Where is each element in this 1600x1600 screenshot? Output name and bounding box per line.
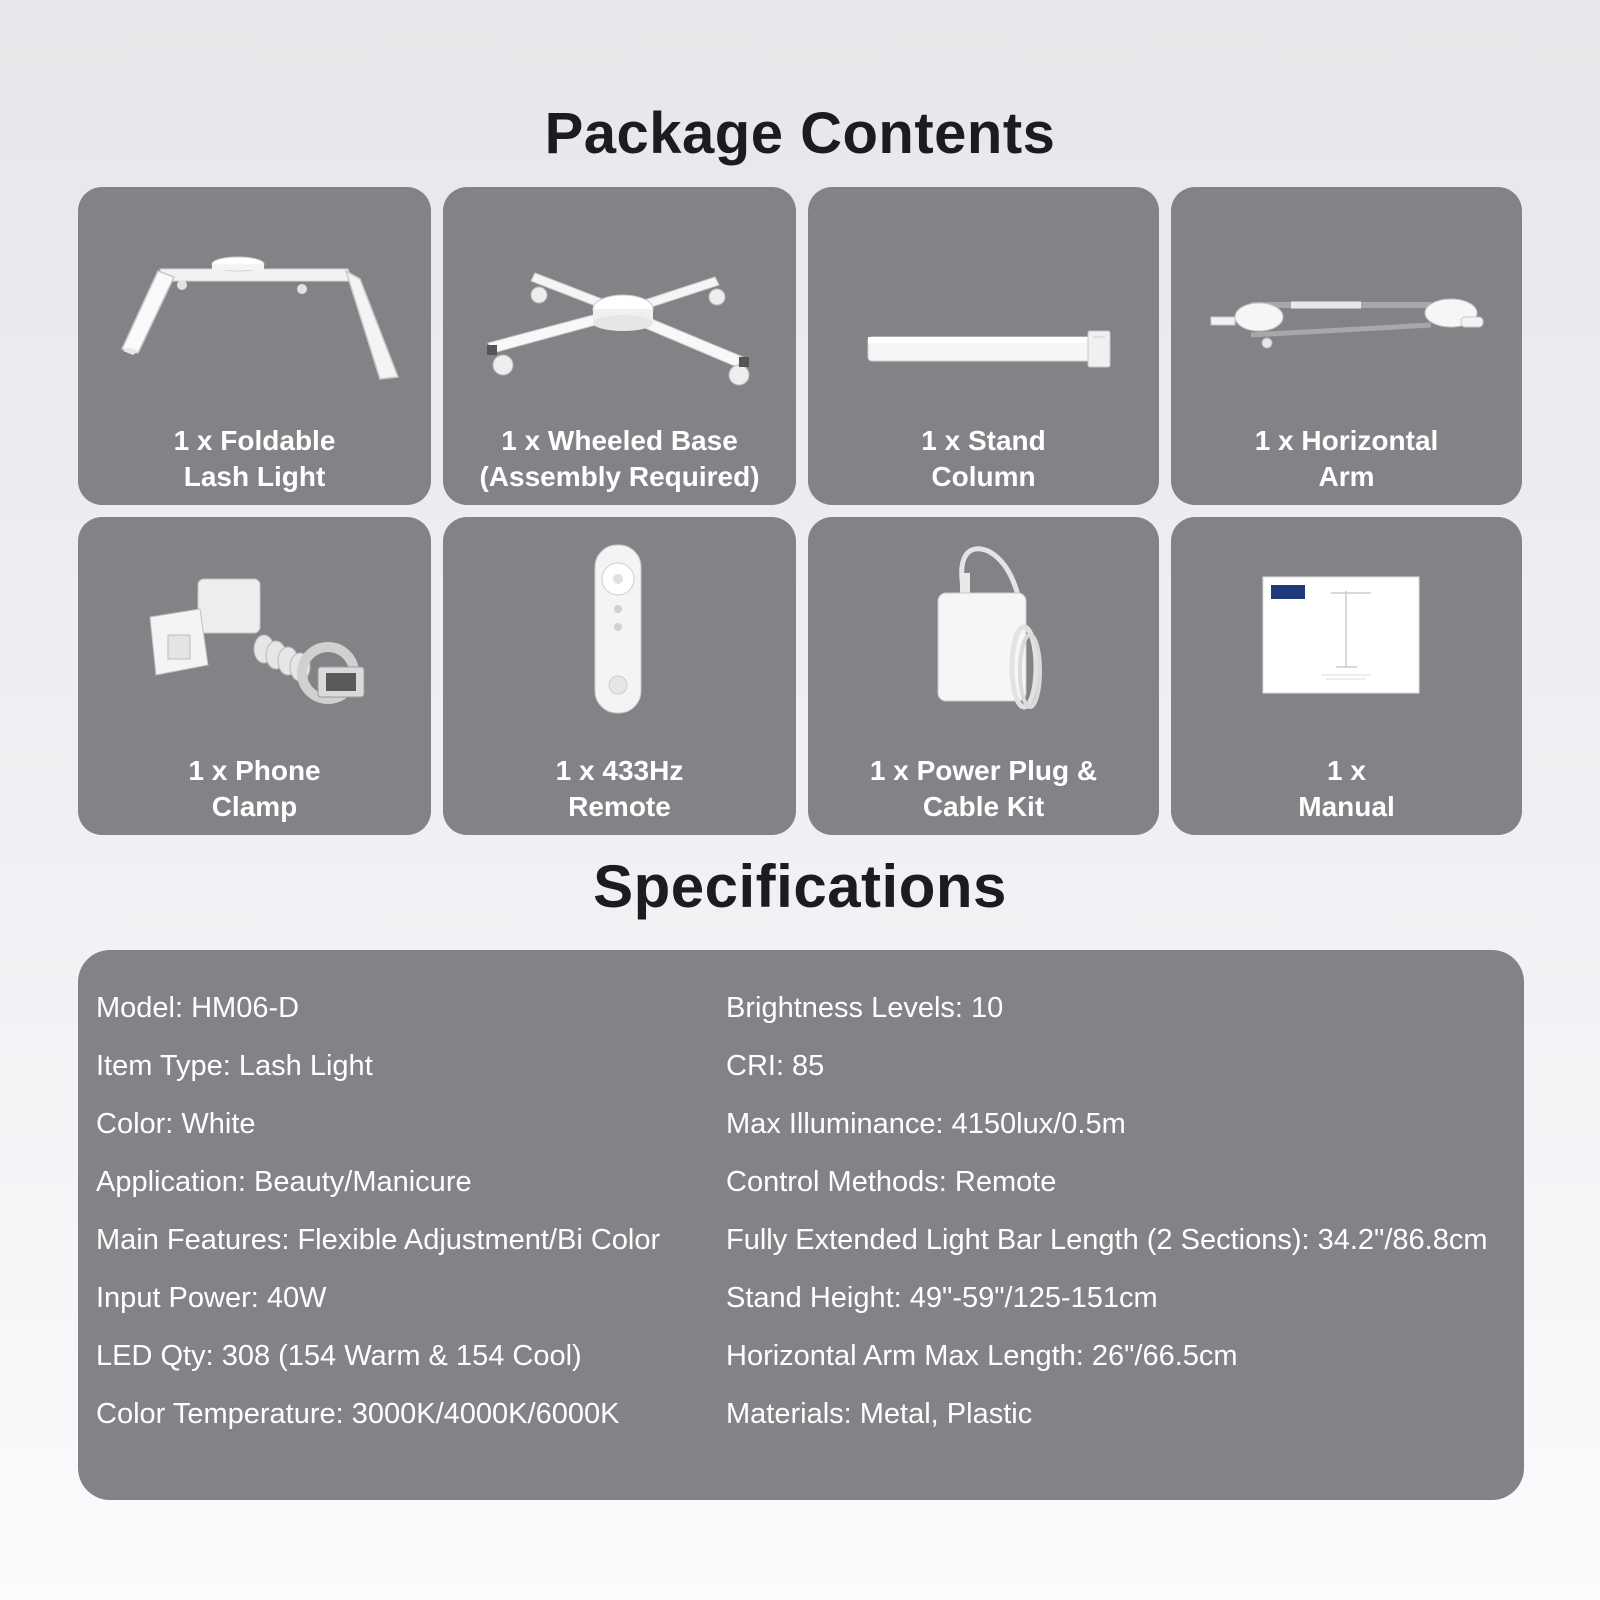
package-contents-title: Package Contents bbox=[544, 101, 1056, 166]
spec-color: Color: White bbox=[96, 1108, 256, 1140]
spec-model: Model: HM06-D bbox=[96, 992, 300, 1024]
spec-cri: CRI: 85 bbox=[726, 1050, 825, 1082]
specifications-title: Specifications bbox=[593, 853, 1007, 920]
spec-stand-height: Stand Height: 49"-59"/125-151cm bbox=[726, 1282, 1158, 1314]
lash-light-icon bbox=[78, 187, 431, 417]
spec-led-qty: LED Qty: 308 (154 Warm & 154 Cool) bbox=[96, 1340, 582, 1372]
horizontal-arm-icon bbox=[1171, 187, 1522, 417]
wheeled-base-icon bbox=[443, 187, 796, 417]
spec-main-features: Main Features: Flexible Adjustment/Bi Color bbox=[96, 1224, 661, 1256]
spec-arm-max-length: Horizontal Arm Max Length: 26"/66.5cm bbox=[726, 1340, 1238, 1372]
spec-color-temperature: Color Temperature: 3000K/4000K/6000K bbox=[96, 1398, 620, 1430]
package-item-lash-light bbox=[78, 187, 431, 505]
remote-icon bbox=[443, 517, 796, 747]
package-item-label: 1 x Power Plug & Cable Kit bbox=[869, 755, 1098, 822]
power-adapter-icon bbox=[808, 517, 1159, 747]
stand-column-icon bbox=[808, 187, 1159, 417]
manual-icon bbox=[1171, 517, 1522, 747]
package-item-wheeled-base bbox=[443, 187, 796, 505]
spec-light-bar-length: Fully Extended Light Bar Length (2 Sections): 34.2"/86.8cm bbox=[726, 1224, 1488, 1256]
package-contents-grid bbox=[78, 187, 1524, 835]
package-item-label: 1 x Stand Column bbox=[921, 425, 1046, 492]
package-item-power-adapter bbox=[808, 517, 1159, 835]
package-item-remote bbox=[443, 517, 796, 835]
package-item-manual bbox=[1171, 517, 1522, 835]
spec-control-methods: Control Methods: Remote bbox=[726, 1166, 1057, 1198]
package-item-label: 1 x Wheeled Base (Assembly Required) bbox=[479, 425, 760, 492]
specs-left-column bbox=[96, 988, 660, 1452]
spec-max-illuminance: Max Illuminance: 4150lux/0.5m bbox=[726, 1108, 1126, 1140]
specifications-panel bbox=[78, 950, 1524, 1500]
package-item-horizontal-arm bbox=[1171, 187, 1522, 505]
phone-clamp-icon bbox=[78, 517, 431, 747]
spec-application: Application: Beauty/Manicure bbox=[96, 1166, 472, 1198]
package-item-label: 1 x Foldable Lash Light bbox=[173, 425, 336, 492]
package-item-label: 1 x 433Hz Remote bbox=[555, 755, 684, 822]
package-item-label: 1 x Horizontal Arm bbox=[1254, 425, 1439, 492]
package-item-label: 1 x Phone Clamp bbox=[188, 755, 321, 822]
package-item-label: 1 x Manual bbox=[1298, 755, 1395, 822]
package-item-phone-clamp bbox=[78, 517, 431, 835]
specs-right-column bbox=[726, 988, 1488, 1452]
spec-brightness-levels: Brightness Levels: 10 bbox=[726, 992, 1004, 1024]
spec-item-type: Item Type: Lash Light bbox=[96, 1050, 373, 1082]
package-item-stand-column bbox=[808, 187, 1159, 505]
spec-materials: Materials: Metal, Plastic bbox=[726, 1398, 1033, 1430]
spec-input-power: Input Power: 40W bbox=[96, 1282, 327, 1314]
